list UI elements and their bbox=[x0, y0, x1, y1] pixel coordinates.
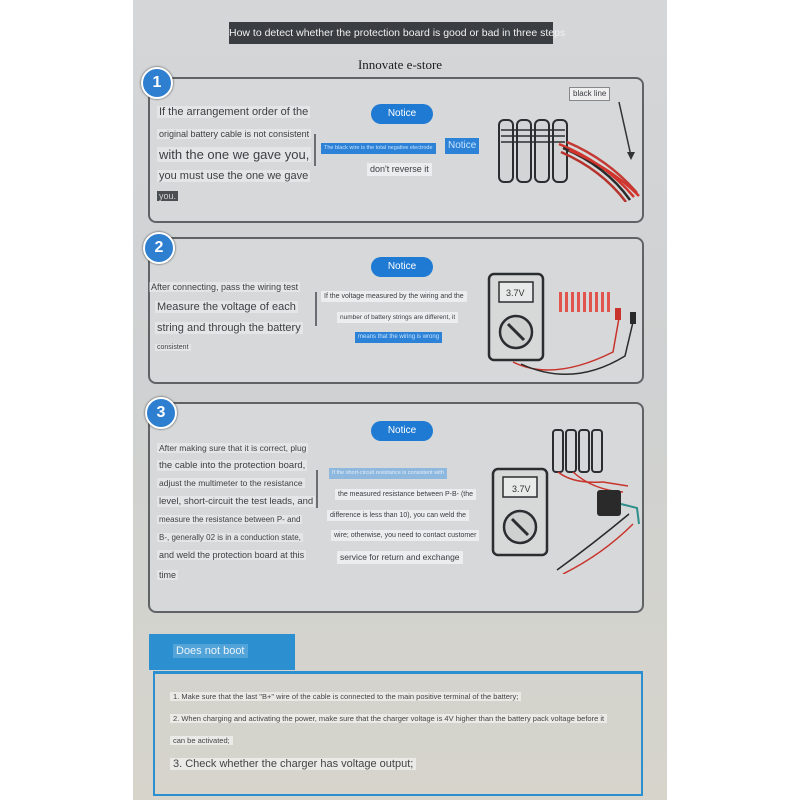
store-name: Innovate e-store bbox=[357, 57, 443, 72]
step-3-line: time bbox=[159, 570, 177, 580]
step-2-line: string and through the battery bbox=[157, 322, 301, 334]
does-not-boot-panel bbox=[153, 671, 643, 796]
does-not-boot-header bbox=[149, 634, 295, 670]
step-3-note: service for return and exchange bbox=[337, 551, 463, 564]
step-3-line: adjust the multimeter to the resistance bbox=[159, 478, 303, 488]
step-3-notice-badge: Notice bbox=[371, 421, 433, 441]
step-1-line: original battery cable is not consistent bbox=[159, 129, 310, 139]
step-1-notice-badge: Notice bbox=[371, 104, 433, 124]
step-3-line: measure the resistance between P- and bbox=[159, 515, 301, 524]
battery-and-board-illustration bbox=[533, 424, 643, 574]
step-1-note: Notice bbox=[445, 138, 479, 154]
step-3-note: If the short-circuit resistance is consistent with bbox=[329, 468, 447, 479]
step-1-note: don't reverse it bbox=[367, 163, 432, 176]
step-1-number: 1 bbox=[141, 67, 173, 99]
multimeter-reading: 3.7V bbox=[506, 288, 525, 298]
step-2-line: Measure the voltage of each bbox=[157, 301, 296, 313]
step-1-line: If the arrangement order of the bbox=[159, 106, 309, 118]
step-2-note: number of battery strings are different, it bbox=[337, 312, 458, 323]
black-line-label: black line bbox=[569, 87, 610, 101]
step-1-note: The black wire is the total negative electrode bbox=[321, 143, 436, 154]
step-3-note: wire; otherwise, you need to contact customer bbox=[331, 530, 479, 541]
boot-tip: can be activated; bbox=[170, 736, 233, 745]
step-1-divider bbox=[314, 134, 316, 166]
step-2-divider bbox=[315, 292, 317, 326]
step-2-notice-badge: Notice bbox=[371, 257, 433, 277]
step-3-line: B-, generally 02 is in a conduction state, bbox=[159, 533, 301, 542]
step-1-line: you. bbox=[159, 191, 177, 201]
test-leads-illustration bbox=[473, 292, 643, 382]
wire-harness-illustration bbox=[549, 92, 649, 202]
step-3-note: difference is less than 10), you can weld the bbox=[327, 510, 469, 521]
does-not-boot-title: Does not boot bbox=[173, 644, 248, 658]
step-3-note: the measured resistance between P-B- (the bbox=[335, 489, 476, 500]
step-2-note: If the voltage measured by the wiring and the bbox=[321, 291, 467, 302]
step-3-number: 3 bbox=[145, 397, 177, 429]
step-2-line: consistent bbox=[157, 344, 189, 351]
boot-tip: 3. Check whether the charger has voltage output; bbox=[170, 758, 416, 770]
step-3-line: After making sure that it is correct, plug bbox=[159, 443, 307, 453]
boot-tip: 1. Make sure that the last "B+" wire of the cable is connected to the main positive terminal of the battery; bbox=[170, 692, 521, 701]
step-3-divider bbox=[316, 470, 318, 508]
step-2-note: means that the wiring is wrong bbox=[355, 332, 442, 343]
step-1-line: you must use the one we gave bbox=[159, 170, 309, 182]
instruction-page bbox=[133, 0, 667, 800]
boot-tip: 2. When charging and activating the power, make sure that the charger voltage is 4V higher than the battery pack voltage before it bbox=[170, 714, 607, 723]
step-3-line: level, short-circuit the test leads, and bbox=[159, 496, 314, 507]
step-1-line: with the one we gave you, bbox=[159, 147, 310, 162]
step-3-line: and weld the protection board at this bbox=[159, 550, 305, 560]
step-3-line: the cable into the protection board, bbox=[159, 460, 306, 471]
step-2-number: 2 bbox=[143, 232, 175, 264]
page-title: How to detect whether the protection board is good or bad in three steps bbox=[229, 22, 553, 44]
step-2-line: After connecting, pass the wiring test bbox=[151, 282, 299, 292]
multimeter-reading: 3.7V bbox=[512, 484, 531, 494]
